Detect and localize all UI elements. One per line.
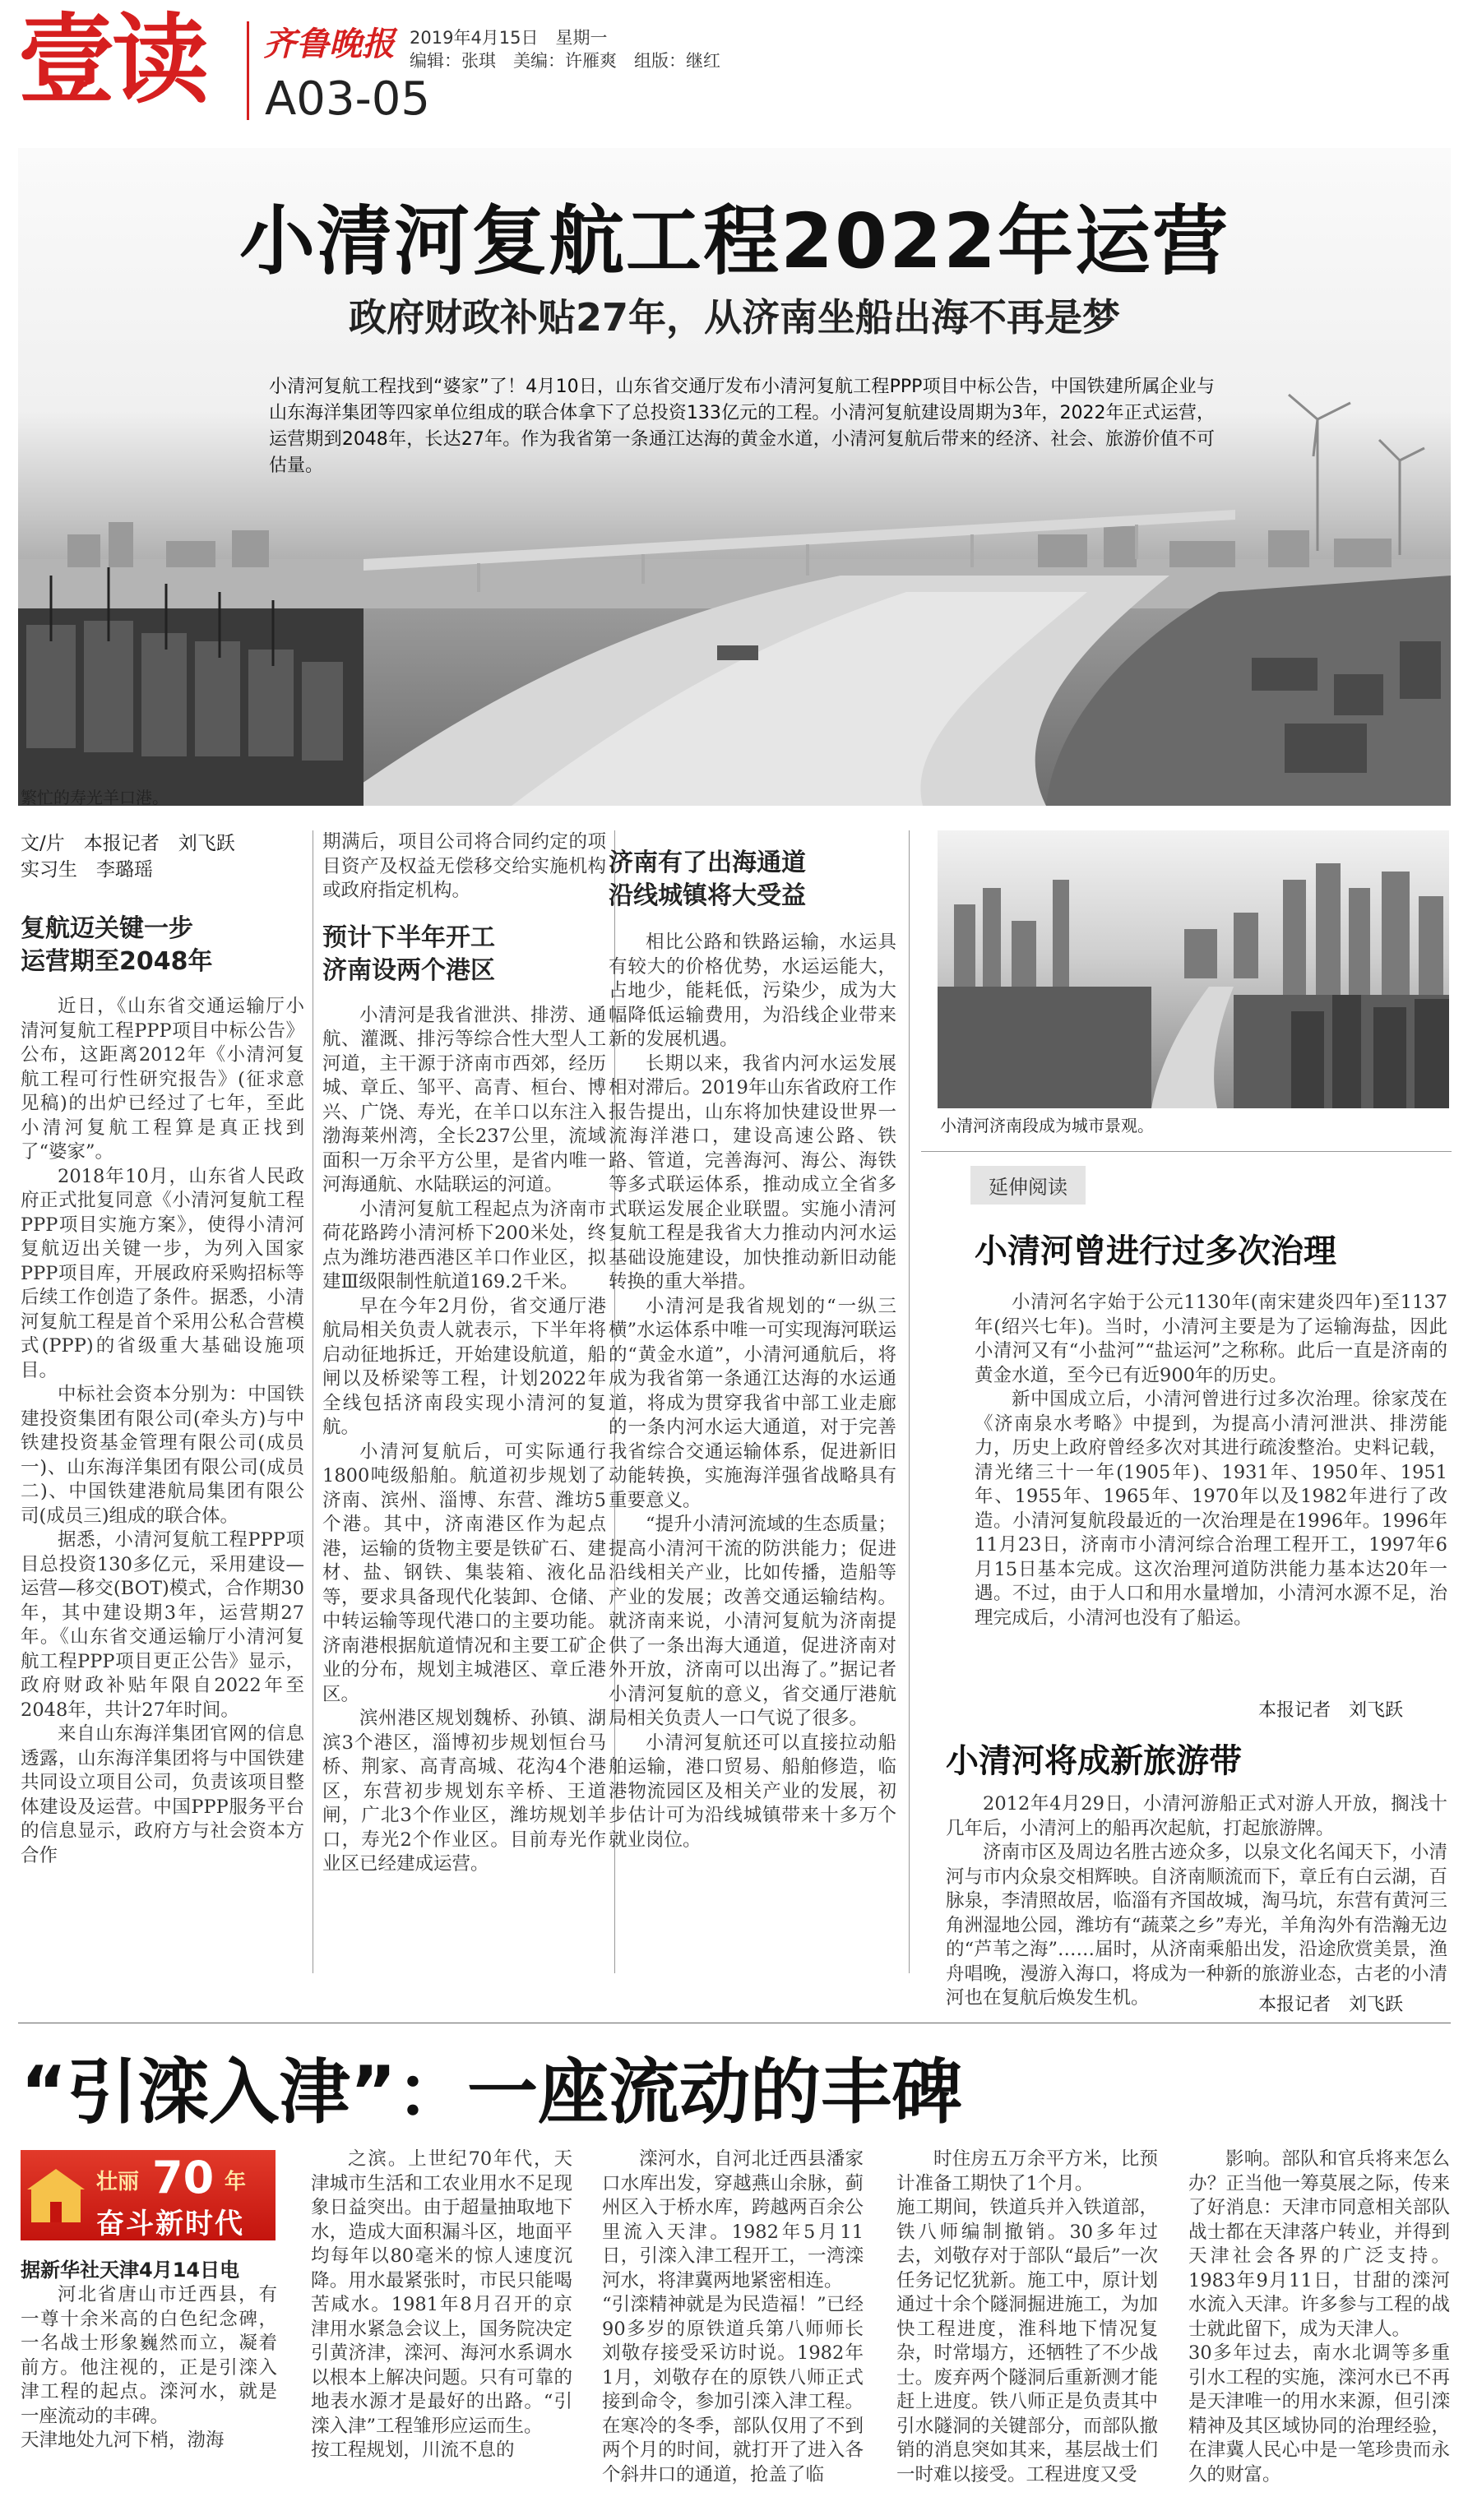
staff-line: 编辑：张琪 美编：许雁爽 组版：继红 bbox=[410, 51, 720, 71]
paragraph: 小清河是我省规划的“一纵三横”水运体系中唯一可实现海河联运的“黄金水道”，小清河通航后，将成为我省第一条通江达海的水运通道，将成为贯穿我省中部工业走廊的一条内河水运大通道，对于完善我省综合交通运输体系，促进新旧动能转换，实施海洋强省战略具有重要意义。 bbox=[609, 1295, 896, 1511]
byline-2: 实习生 李璐瑶 bbox=[21, 859, 153, 881]
paragraph: 2012年4月29日，小清河游船正式对游人开放，搁浅十几年后，小清河上的船再次起航，打起旅游牌。 bbox=[946, 1793, 1447, 1839]
city-river-illustration bbox=[938, 830, 1449, 1108]
paragraph: 近日，《山东省交通运输厅小清河复航工程PPP项目中标公告》公布，这距离2012年《小清河复航工程可行性研究报告》(征求意见稿)的出炉已经过了七年，至此小清河复航工程算是真正找到了“婆家”。 bbox=[21, 996, 304, 1163]
anniversary-badge bbox=[21, 2150, 276, 2240]
paragraph: 小清河名字始于公元1130年(南宋建炎四年)至1137年(绍兴七年)。当时，小清河主要是为了运输海盐，因此小清河又有“小盐河”“盐运河”之称称。此后一直是济南的黄金水道，至今已有近900年的历史。 bbox=[975, 1292, 1447, 1386]
sidebar-story1-signoff: 本报记者 刘飞跃 bbox=[1258, 1700, 1404, 1721]
section-heading-2a: 预计下半年开工 bbox=[322, 922, 495, 952]
sidebar-story1-title: 小清河曾进行过多次治理 bbox=[975, 1232, 1336, 1270]
section-heading-1b: 运营期至2048年 bbox=[21, 947, 213, 976]
paragraph: 小清河复航还可以直接拉动船舶运输，港口贸易、船舶修造，临港物流园区及相关产业的发展，初步估计可为沿线城镇带来十多万个就业岗位。 bbox=[609, 1732, 896, 1851]
article-column-3 bbox=[609, 830, 896, 1973]
date-line: 2019年4月15日 星期一 bbox=[410, 28, 608, 48]
header-divider bbox=[247, 21, 249, 120]
section-heading-3b: 沿线城镇将大受益 bbox=[609, 881, 806, 910]
byline-1: 文/片 本报记者 刘飞跃 bbox=[21, 833, 235, 854]
badge-unit: 年 bbox=[225, 2170, 247, 2194]
city-photo-caption: 小清河济南段成为城市景观。 bbox=[940, 1116, 1154, 1135]
badge-number: 70 bbox=[152, 2152, 215, 2203]
headline: 小清河复航工程2022年运营 bbox=[238, 197, 1230, 285]
paragraph: 新中国成立后，小清河曾进行过多次治理。徐家茂在《济南泉水考略》中提到，为提高小清河泄洪、排涝能力，历史上政府曾经多次对其进行疏浚整治。史料记载，清光绪三十一年(1905年)、1931年、1950年、1951年、1955年、1965年、1970年以及1982年进行了改造。小清河复航段最近的一次治理是在1996年。1996年11月23日，济南市小清河综合治理工程开工，1997年6月15日基本完成。这次治理河道防洪能力基本达20年一遇。不过，由于人口和用水量增加，小清河水源不足，治理完成后，小清河也没有了船运。 bbox=[975, 1389, 1447, 1629]
section-heading-1a: 复航迈关键一步 bbox=[21, 914, 193, 943]
city-photo bbox=[938, 830, 1449, 1108]
paragraph: 滨州港区规划魏桥、孙镇、湖滨3个港区，淄博初步规划恒台马桥、荆家、高青高城、花沟4个港区，东营初步规划东辛桥、王道闸，广北3个作业区，潍坊规划羊口，寿光2个作业区。目前寿光作业区已经建成运营。 bbox=[322, 1708, 606, 1875]
column-rule bbox=[909, 830, 910, 1973]
paragraph: 据悉，小清河复航工程PPP项目总投资130多亿元，采用建设—运营—移交(BOT)模式，合作期30年，其中建设期3年，运营期27年。《山东省交通运输厅小清河复航工程PPP项目更正公告》显示，政府财政补贴年限自2022年至2048年，共计27年时间。 bbox=[21, 1529, 304, 1721]
paragraph: 早在今年2月份，省交通厅港航局相关负责人就表示，下半年将启动征地拆迁，开始建设航道，船闸以及桥梁等工程，计划2022年全线包括济南段实现小清河的复航。 bbox=[322, 1295, 606, 1438]
section-brand: 壹读 bbox=[18, 3, 206, 117]
paragraph: “提升小清河流域的生态质量；提高小清河干流的防洪能力；促进沿线相关产业，比如传播，造船等产业的发展；改善交通运输结构。就济南来说，小清河复航为济南提供了一条出海大通道，促进济南对外开放，济南可以出海了。”据记者小清河复航的意义，省交通厅港航局相关负责人一口气说了很多。 bbox=[609, 1514, 896, 1729]
badge-line2: 奋斗新时代 bbox=[96, 2208, 244, 2240]
masthead bbox=[0, 0, 1468, 144]
paragraph: 长期以来，我省内河水运发展相对滞后。2019年山东省政府工作报告提出，山东将加快建设世界一流海洋港口，建设高速公路、铁路、管道，完善海河、海公、海铁等多式联运体系，推动成立全省多式联运发展企业联盟。实施小清河复航工程是我省大力推动内河水运基础设施建设，加快推动新旧动能转换的重大举措。 bbox=[609, 1052, 896, 1292]
feature-col-3: 滦河水，自河北迁西县潘家口水库出发，穿越燕山余脉，蓟州区入于桥水库，跨越两百余公里流入天津。1982年5月11日，引滦入津工程开工，一湾滦河水，将津冀两地紧密相连。 “引滦精神就是为民造福！”已经90多岁的原铁道兵第八师师长刘敬存接受采访时说。1982年1月，刘敬存在的原铁八师正式接到命令，参加引滦入津工程。在寒冷的冬季，部队仅用了不到两个月的时间，就打开了进入各个斜井口的通道，抢盖了临 bbox=[602, 2148, 864, 2485]
badge-line1: 壮丽 bbox=[96, 2170, 140, 2194]
feature-col-4: 时住房五万余平方米，比预计准备工期快了1个月。 施工期间，铁道兵并入铁道部，铁八师编制撤销。30多年过去，刘敬存对于部队“最后”一次任务记忆犹新。施工中，原计划通过十余个隧洞掘进施工，为加快工程进度，淮科地下情况复杂，时常塌方，还牺牲了不少战士。废弃两个隧洞后重新测才能赶上进度。铁八师正是负责其中引水隧洞的关键部分，而部队撤销的消息突如其来，基层战士们一时难以接受。工程进度又受 bbox=[896, 2148, 1158, 2485]
section-heading-2b: 济南设两个港区 bbox=[322, 955, 495, 985]
feature-headline: “引滦入津”：一座流动的丰碑 bbox=[21, 2051, 963, 2134]
paragraph: 小清河复航工程起点为济南市荷花路跨小清河桥下200米处，终点为潍坊港西港区羊口作业区，拟建Ⅲ级限制性航道169.2千米。 bbox=[322, 1198, 606, 1292]
article-text bbox=[609, 931, 896, 1983]
feature-text: 河北省唐山市迁西县，有一尊十余米高的白色纪念碑，一名战士形象巍然而立，凝着前方。他注视的，正是引滦入津工程的起点。滦河水，就是一座流动的丰碑。 天津地处九河下梢，渤海 bbox=[21, 2284, 277, 2451]
subheadline: 政府财政补贴27年，从济南坐船出海不再是梦 bbox=[348, 295, 1120, 340]
sidebar-story1-text bbox=[975, 1291, 1447, 1685]
feature-col-5: 影响。部队和官兵将来怎么办？正当他一筹莫展之际，传来了好消息：天津市同意相关部队战士都在天津落户转业，并得到天津社会各界的广泛支持。1983年9月11日，甘甜的滦河水流入天津。许多参与工程的战士就此留下，成为天津人。 30多年过去，南水北调等多重引水工程的实施，滦河水已不再是天津唯一的用水来源，但引滦精神及其区域协同的治理经验，在津冀人民心中是一笔珍贵而永久的财富。 bbox=[1188, 2148, 1450, 2485]
article-text bbox=[322, 1004, 606, 1991]
newspaper-logo: 齐鲁晚报 bbox=[263, 25, 395, 63]
paragraph: 小清河复航后，可实际通行1800吨级船舶。航道初步规划了济南、滨州、淄博、东营、潍坊5个港。其中，济南港区作为起点港，运输的货物主要是铁矿石、建材、盐、钢铁、集装箱、液化品等，要求具备现代化装卸、仓储、中转运输等现代港口的主要功能。济南港根据航道情况和主要工矿企业的分布，规划主城港区、章丘港区。 bbox=[322, 1440, 606, 1705]
paragraph: 2018年10月，山东省人民政府正式批复同意《小清河复航工程PPP项目实施方案》，使得小清河复航迈出关键一步，为列入国家PPP项目库，开展政府采购招标等后续工作创造了条件。据悉，小清河复航工程是首个采用公私合营模式(PPP)的省级重大基础设施项目。 bbox=[21, 1165, 304, 1381]
article-continuation: 期满后，项目公司将合同约定的项目资产及权益无偿移交给实施机构或政府指定机构。 bbox=[322, 831, 606, 901]
sidebar-story2-signoff: 本报记者 刘飞跃 bbox=[1258, 1995, 1404, 2015]
article-column-2 bbox=[322, 830, 606, 1973]
paragraph: 小清河是我省泄洪、排涝、通航、灌溉、排污等综合性大型人工河道，主干源于济南市西郊，经历城、章丘、邹平、高青、桓台、博兴、广饶、寿光，在羊口以东注入渤海莱州湾，全长237公里，流域面积一万余平方公里，是省内唯一河海通航、水陆联运的河道。 bbox=[322, 1004, 606, 1195]
article-text bbox=[21, 995, 304, 2006]
paragraph: 中标社会资本分别为：中国铁建投资集团有限公司(牵头方)与中铁建投资基金管理有限公司(成员一)、山东海洋集团有限公司(成员二)、中国铁建港航局集团有限公司(成员三)组成的联合体。 bbox=[21, 1384, 304, 1527]
paragraph: 相比公路和铁路运输，水运具有较大的价格优势，水运运能大，占地少，能耗低，污染少，成为大幅降低运输费用，为沿线企业带来新的发展机遇。 bbox=[609, 932, 896, 1050]
paragraph: 来自山东海洋集团官网的信息透露，山东海洋集团将与中国铁建共同设立项目公司，负责该项目整体建设及运营。中国PPP服务平台的信息显示，政府方与社会资本方合作 bbox=[21, 1723, 304, 1866]
tiananmen-icon bbox=[27, 2157, 85, 2235]
feature-col-2: 之滨。上世纪70年代，天津城市生活和工农业用水不足现象日益突出。由于超量抽取地下水，造成大面积漏斗区，地面平均每年以80毫米的惊人速度沉降。用水最紧张时，市民只能喝苦咸水。1981年8月召开的京津用水紧急会议上，国务院决定引黄济津，滦河、海河水系调水以根本上解决问题。只有可靠的地表水源才是最好的出路。“引滦入津”工程雏形应运而生。 按工程规划，川流不息的 bbox=[311, 2148, 572, 2461]
sidebar-rule bbox=[921, 1151, 1452, 1152]
paragraph: 济南市区及周边名胜古迹众多，以泉文化名闻天下，小清河与市内众泉交相辉映。自济南顺流而下，章丘有白云湖，百脉泉，李清照故居，临淄有齐国故城，淘马坑，东营有黄河三角洲湿地公园，潍坊有“蔬菜之乡”寿光，羊角沟外有浩瀚无边的“芦苇之海”……届时，从济南乘船出发，沿途欣赏美景，渔舟唱晚，漫游入海口，将成为一种新的旅游业态，古老的小清河也在复航后焕发生机。 bbox=[946, 1842, 1447, 2009]
hero-photo bbox=[18, 148, 1451, 806]
hero-caption: 繁忙的寿光羊口港。 bbox=[21, 788, 169, 807]
feature-col-1 bbox=[21, 2257, 277, 2505]
article-column-1 bbox=[21, 830, 304, 2006]
page-number: A03-05 bbox=[265, 72, 431, 126]
lead-paragraph: 小清河复航工程找到“婆家”了！4月10日，山东省交通厅发布小清河复航工程PPP项目中标公告，中国铁建所属企业与山东海洋集团等四家单位组成的联合体拿下了总投资133亿元的工程。小清河复航建设周期为3年，2022年正式运营，运营期到2048年，长达27年。作为我省第一条通江达海的黄金水道，小清河复航后带来的经济、社会、旅游价值不可估量。 bbox=[269, 377, 1215, 476]
sidebar-story2-title: 小清河将成新旅游带 bbox=[946, 1742, 1242, 1780]
dateline: 据新华社天津4月14日电 bbox=[21, 2259, 240, 2282]
section-heading-3a: 济南有了出海通道 bbox=[609, 848, 806, 877]
further-reading-tag: 延伸阅读 bbox=[970, 1166, 1086, 1205]
